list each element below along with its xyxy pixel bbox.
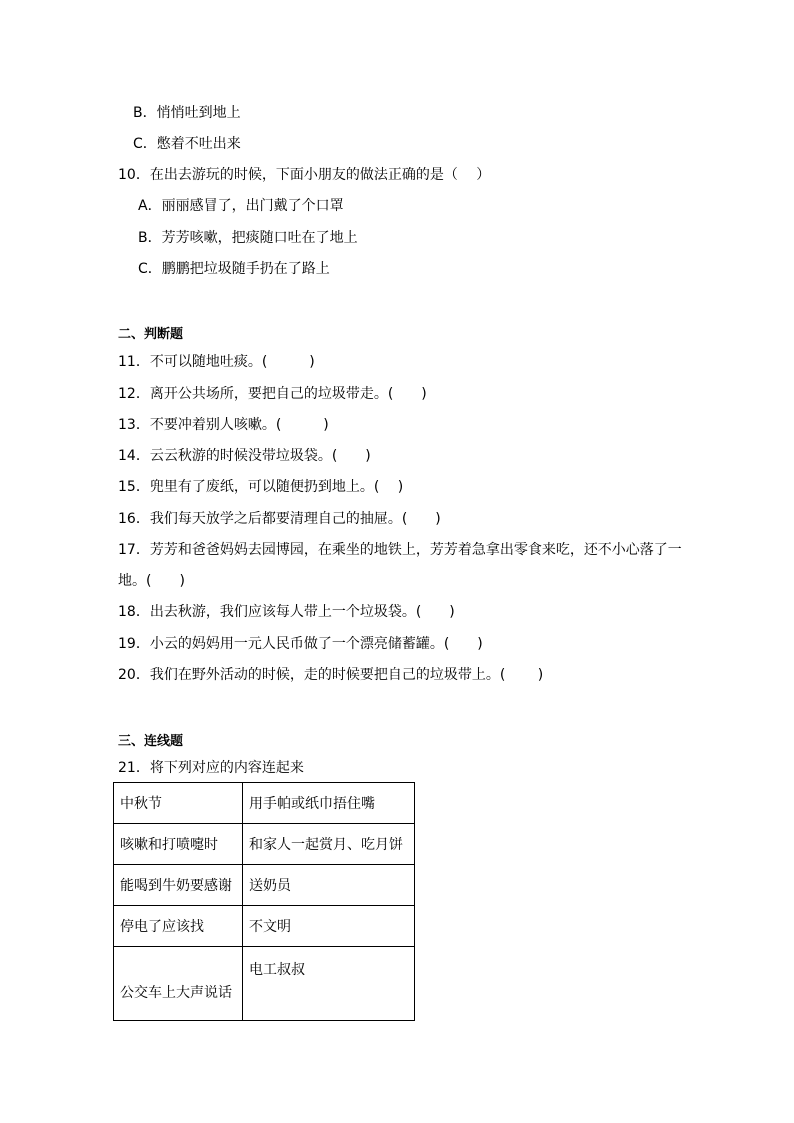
section-title: 三、连线题 (118, 734, 184, 749)
question-item: 11．不可以随地吐痰。( ) (118, 354, 315, 370)
table-cell-left: 公交车上大声说话 (114, 947, 243, 1021)
section-title: 二、判断题 (118, 327, 184, 342)
question-item: 17．芳芳和爸爸妈妈去园博园，在乘坐的地铁上，芳芳着急拿出零食来吃，还不小心落了一 (118, 542, 682, 558)
table-cell-left: 咳嗽和打喷嚏时 (114, 824, 243, 865)
question-item: 16．我们每天放学之后都要清理自己的抽屉。( ) (118, 511, 441, 527)
table-cell-left: 能喝到牛奶要感谢 (114, 865, 243, 906)
question-item: 15．兜里有了废纸，可以随便扔到地上。( ) (118, 479, 404, 495)
table-cell-right: 电工叔叔 (243, 947, 415, 1021)
table-row (114, 783, 415, 824)
q10-option-a: A．丽丽感冒了，出门戴了个口罩 (138, 198, 344, 214)
q10-option-c: C．鹏鹏把垃圾随手扔在了路上 (138, 261, 330, 277)
q9-option-b: B．悄悄吐到地上 (133, 105, 241, 121)
question-item: 20．我们在野外活动的时候，走的时候要把自己的垃圾带上。( ) (118, 667, 544, 683)
table-cell-right: 用手帕或纸巾捂住嘴 (243, 783, 415, 824)
question-item: 19．小云的妈妈用一元人民币做了一个漂亮储蓄罐。( ) (118, 636, 483, 652)
table-row (114, 865, 415, 906)
q21-stem: 21．将下列对应的内容连起来 (118, 760, 304, 776)
table-row (114, 906, 415, 947)
q10-stem: 10．在出去游玩的时候，下面小朋友的做法正确的是（ ） (118, 167, 491, 183)
question-item: 13．不要冲着别人咳嗽。( ) (118, 417, 329, 433)
q10-option-b: B．芳芳咳嗽，把痰随口吐在了地上 (138, 230, 358, 246)
question-item-continuation: 地。( ) (118, 573, 185, 589)
question-item: 18．出去秋游，我们应该每人带上一个垃圾袋。( ) (118, 604, 455, 620)
table-cell-right: 送奶员 (243, 865, 415, 906)
question-item: 12．离开公共场所，要把自己的垃圾带走。( ) (118, 386, 427, 402)
table-cell-right: 和家人一起赏月、吃月饼 (243, 824, 415, 865)
table-row (114, 947, 415, 1021)
table-cell-right: 不文明 (243, 906, 415, 947)
table-cell-left: 停电了应该找 (114, 906, 243, 947)
table-row (114, 824, 415, 865)
question-item: 14．云云秋游的时候没带垃圾袋。( ) (118, 448, 371, 464)
matching-table (113, 782, 415, 1021)
table-cell-left: 中秋节 (114, 783, 243, 824)
q9-option-c: C．憋着不吐出来 (133, 136, 241, 152)
